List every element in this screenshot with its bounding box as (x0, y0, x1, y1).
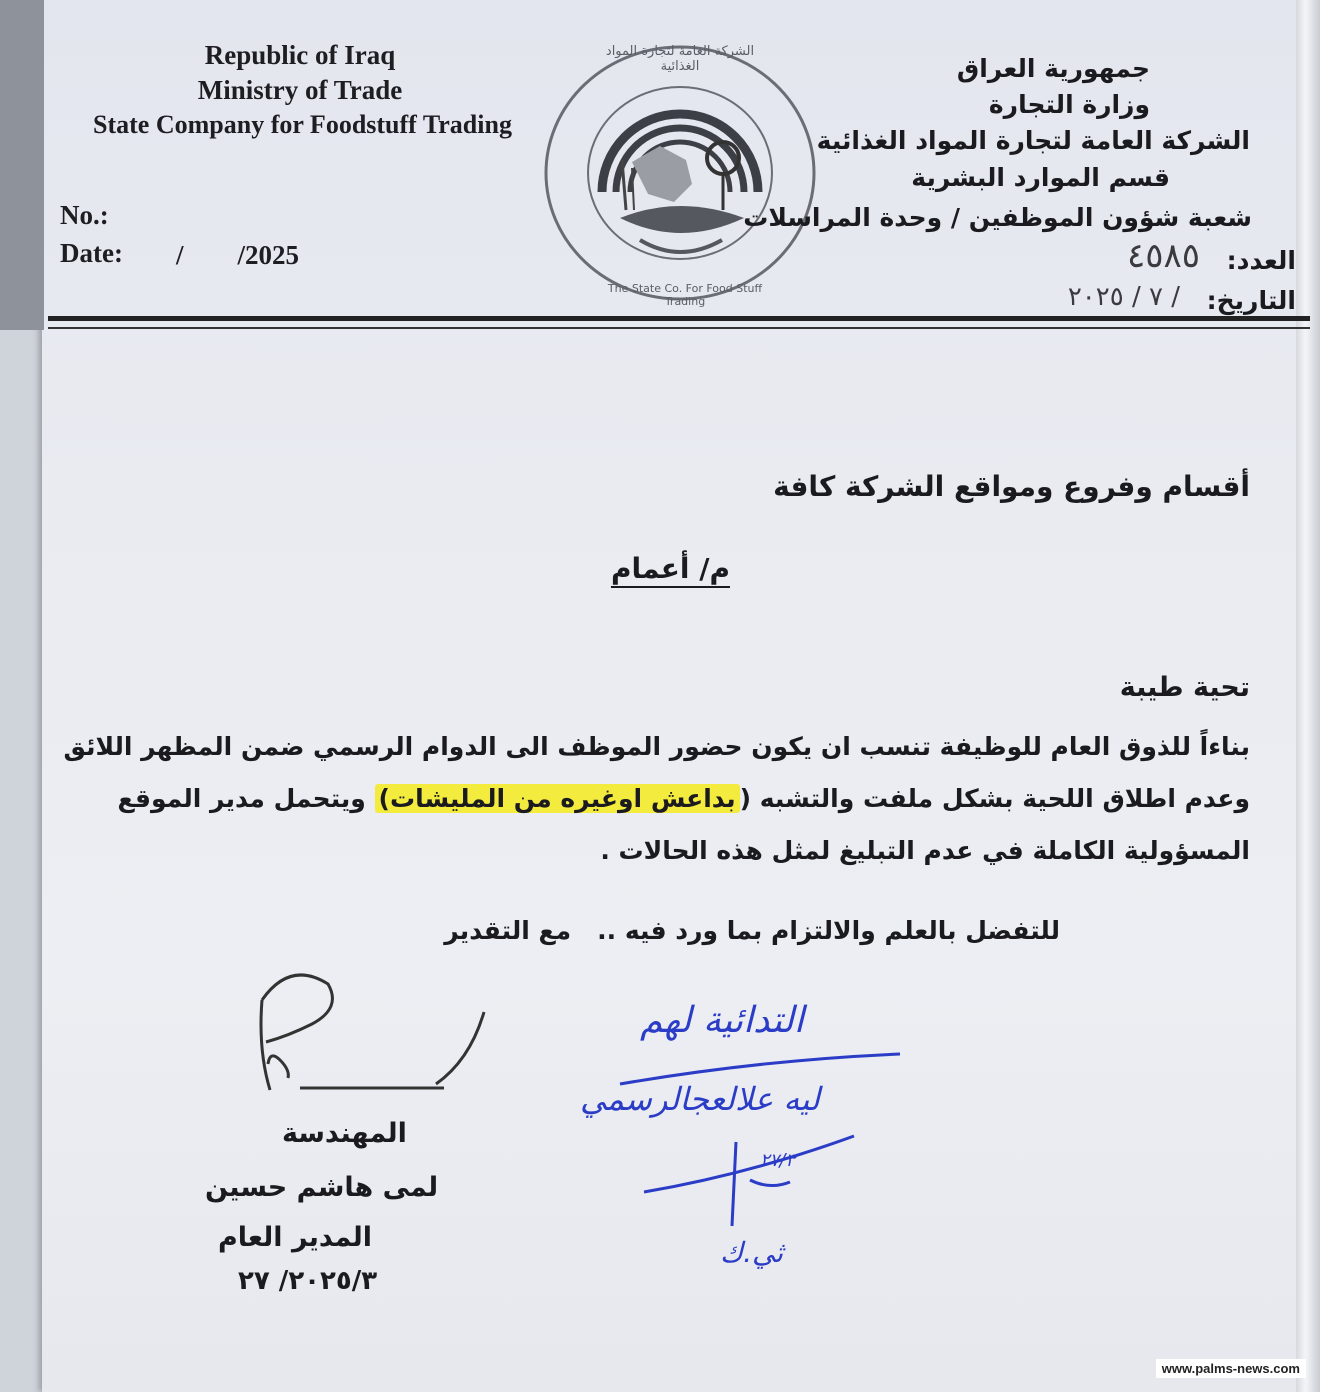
signature-date: ٢٠٢٥/٣/ ٢٧ (238, 1266, 378, 1296)
header-en-number-label: No.: (60, 200, 109, 230)
watermark: www.palms-news.com (1156, 1359, 1306, 1378)
header-ar-date-value: / ٧ / ٢٠٢٥ (1067, 282, 1180, 312)
header-en-country: Republic of Iraq (204, 40, 396, 70)
body-paragraph-line-2-start: وعدم اطلاق اللحية بشكل ملفت والتشبه ( (739, 784, 1250, 813)
header-divider-thin (48, 327, 1310, 329)
ink-underline (610, 1050, 910, 1090)
header-ar-ministry: وزارة التجارة (988, 90, 1150, 119)
subject-line: م/ أعمام (610, 552, 730, 585)
header-en-ministry: Ministry of Trade (197, 75, 403, 105)
header-ar-department: قسم الموارد البشرية (911, 163, 1170, 192)
company-logo (540, 42, 820, 304)
header-ar-date-label: التاريخ: (1206, 286, 1296, 315)
greeting: تحية طيبة (1119, 672, 1250, 703)
header-ar-number-label: العدد: (1226, 246, 1296, 275)
ink-annotation-line-2: ليه علالعجالرسمي (580, 1080, 820, 1118)
body-paragraph-line-3: المسؤولية الكاملة في عدم التبليغ لمثل هذه الحالات . (600, 836, 1250, 865)
signature-mark (240, 960, 500, 1110)
body-paragraph-line-2-end: ويتحمل مدير الموقع (117, 784, 375, 813)
header-en-company: State Company for Foodstuff Trading (93, 110, 512, 139)
header-ar-company: الشركة العامة لتجارة المواد الغذائية (816, 126, 1250, 155)
ink-scribble (640, 1130, 860, 1240)
header-ar-number-value: ٤٥٨٥ (1126, 236, 1200, 276)
signatory-name: لمى هاشم حسين (205, 1172, 439, 1203)
paper-fold (1296, 0, 1320, 1392)
logo-ring-text-ar: الشركة العامة لتجارة المواد الغذائية (605, 44, 755, 74)
body-paragraph-line-1: بناءاً للذوق العام للوظيفة تنسب ان يكون حضور الموظف الى الدوام الرسمي ضمن المظهر اللائق (63, 732, 1250, 761)
header-en-date-label: Date: (60, 238, 123, 268)
header-en-date-value: / /2025 (176, 240, 300, 270)
signatory-position: المدير العام (218, 1222, 372, 1253)
highlighted-phrase: بداعش اوغيره من المليشات) (375, 784, 740, 813)
header-ar-division: شعبة شؤون الموظفين / وحدة المراسلات (743, 203, 1252, 232)
body-paragraph-line-2 (118, 784, 1251, 813)
signatory-title: المهندسة (282, 1118, 407, 1149)
page-edge (0, 0, 44, 330)
ink-annotation-line-4: ثي.ك (720, 1236, 784, 1269)
header-ar-country: جمهورية العراق (956, 54, 1150, 83)
ink-annotation-line-1: التدائية لهم (640, 1000, 804, 1041)
ink-annotation-line-3: ٢٧/٣ (760, 1150, 796, 1171)
recipient-line: أقسام وفروع ومواقع الشركة كافة (773, 470, 1250, 503)
header-divider (48, 316, 1310, 321)
logo-ring-text-en: The State Co. For Food Stuff Trading (607, 282, 763, 308)
closing-line: للتفضل بالعلم والالتزام بما ورد فيه .. مع التقدير (444, 916, 1060, 945)
